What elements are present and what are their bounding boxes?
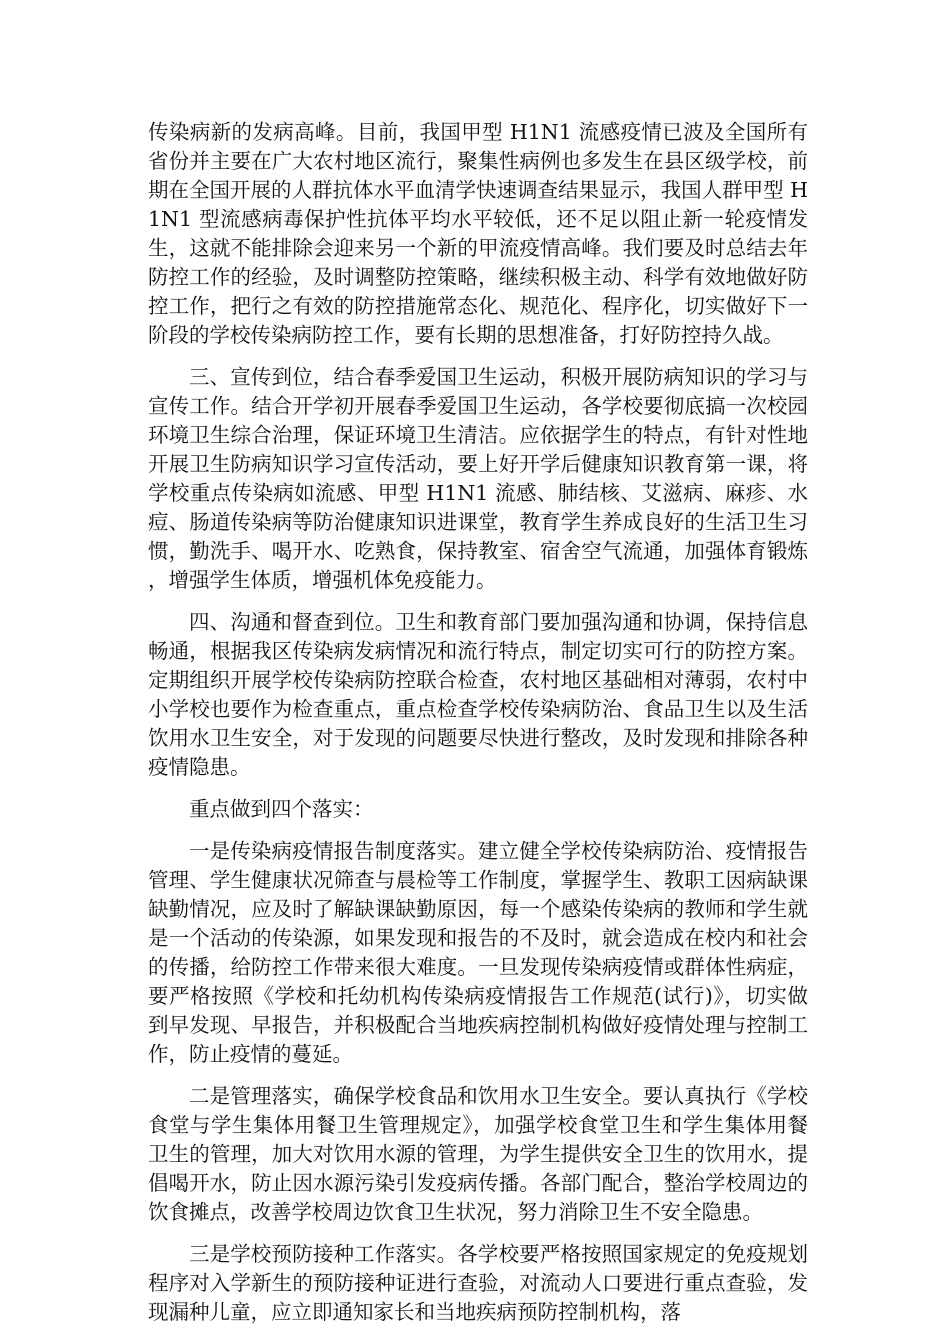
paragraph-supervision: 四、沟通和督查到位。卫生和教育部门要加强沟通和协调，保持信息畅通，根据我区传染病发病情况和流行特点，制定切实可行的防控方案。定期组织开展学校传染病防控联合检查，农村地区基础相对薄弱，农村中小学校也要作为检查重点，重点检查学校传染病防治、食品卫生以及生活饮用水卫生安全，对于发现的问题要尽快进行整改，及时发现和排除各种疫情隐患。: [148, 610, 808, 779]
paragraph-publicity: 三、宣传到位，结合春季爱国卫生运动，积极开展防病知识的学习与宣传工作。结合开学初开展春季爱国卫生运动，各学校要彻底搞一次校园环境卫生综合治理，保证环境卫生清洁。应依据学生的特点，有针对性地开展卫生防病知识学习宣传活动，要上好开学后健康知识教育第一课，将学校重点传染病如流感、甲型 H1N1 流感、肺结核、艾滋病、麻疹、水痘、肠道传染病等防治健康知识进课堂，教育学生养成良好的生活卫生习惯，勤洗手、喝开水、吃熟食，保持教室、宿舍空气流通，加强体育锻炼，增强学生体质，增强机体免疫能力。: [148, 365, 808, 592]
paragraph-reporting-system: 一是传染病疫情报告制度落实。建立健全学校传染病防治、疫情报告管理、学生健康状况筛查与晨检等工作制度，掌握学生、教职工因病缺课缺勤情况，应及时了解缺课缺勤原因，每一个感染传染病的教师和学生就是一个活动的传染源，如果发现和报告的不及时，就会造成在校内和社会的传播，给防控工作带来很大难度。一旦发现传染病疫情或群体性病症，要严格按照《学校和托幼机构传染病疫情报告工作规范(试行)》，切实做到早发现、早报告，并积极配合当地疾病控制机构做好疫情处理与控制工作，防止疫情的蔓延。: [148, 839, 808, 1066]
paragraph-four-implementations-heading: 重点做到四个落实：: [189, 797, 374, 821]
paragraph-vaccination: 三是学校预防接种工作落实。各学校要严格按照国家规定的免疫规划程序对入学新生的预防接种证进行查验，对流动人口要进行重点查验，发现漏种儿童，应立即通知家长和当地疾病预防控制机构，落: [148, 1242, 808, 1324]
document-body: [148, 118, 808, 1340]
paragraph-continuation: 传染病新的发病高峰。目前，我国甲型 H1N1 流感疫情已波及全国所有省份并主要在广大农村地区流行，聚集性病例也多发生在县区级学校，前期在全国开展的人群抗体水平血清学快速调查结果显示，我国人群甲型 H1N1 型流感病毒保护性抗体平均水平较低，还不足以阻止新一轮疫情发生，这就不能排除会迎来另一个新的甲流疫情高峰。我们要及时总结去年防控工作的经验，及时调整防控策略，继续积极主动、科学有效地做好防控工作，把行之有效的防控措施常态化、规范化、程序化，切实做好下一阶段的学校传染病防控工作，要有长期的思想准备，打好防控持久战。: [148, 120, 808, 347]
paragraph-food-water-safety: 二是管理落实，确保学校食品和饮用水卫生安全。要认真执行《学校食堂与学生集体用餐卫生管理规定》，加强学校食堂卫生和学生集体用餐卫生的管理，加大对饮用水源的管理，为学生提供安全卫生的饮用水，提倡喝开水，防止因水源污染引发疫病传播。各部门配合，整治学校周边的饮食摊点，改善学校周边饮食卫生状况，努力消除卫生不安全隐患。: [148, 1084, 808, 1224]
